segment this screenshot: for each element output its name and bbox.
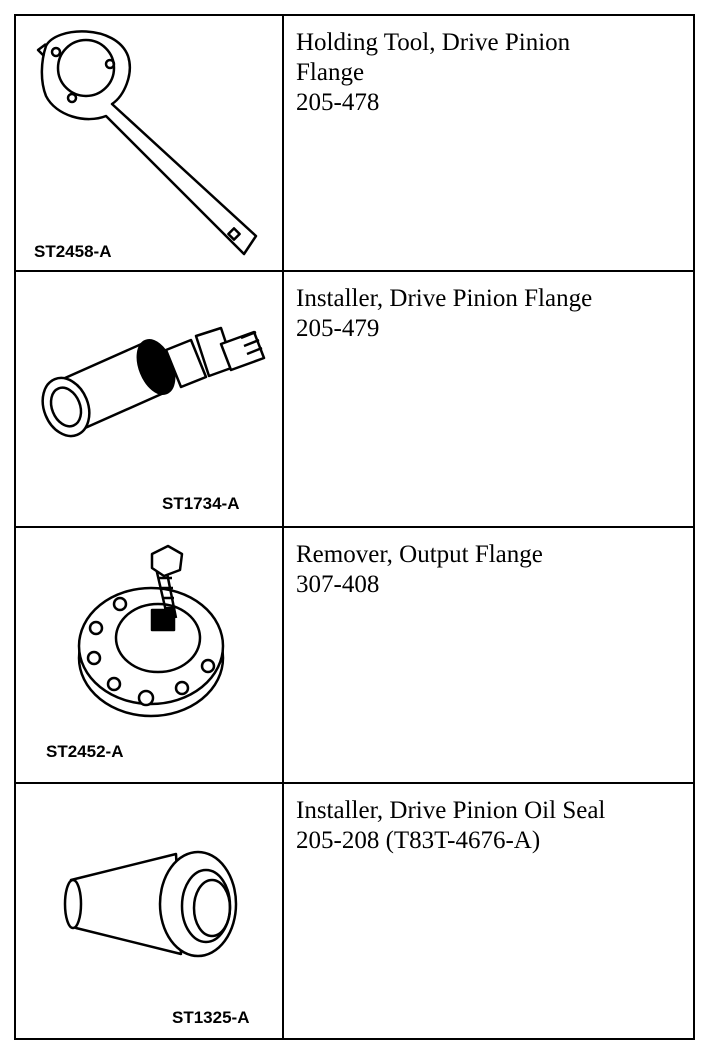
tool-description-cell bbox=[283, 15, 694, 271]
tool-image-cell bbox=[15, 783, 283, 1039]
table-row bbox=[15, 527, 694, 783]
special-tools-table bbox=[14, 14, 695, 1040]
table-row bbox=[15, 783, 694, 1039]
table-row bbox=[15, 271, 694, 527]
tool-description-line: Installer, Drive Pinion Flange bbox=[296, 285, 593, 312]
tool-code-label: ST1734-A bbox=[162, 494, 240, 513]
tool-description-line: Remover, Output Flange bbox=[296, 541, 543, 568]
tool-part-number: 205-208 (T83T-4676-A) bbox=[296, 827, 541, 854]
installer-seal-illustration bbox=[16, 784, 282, 1038]
tool-image-cell bbox=[15, 527, 283, 783]
tool-description-cell bbox=[283, 527, 694, 783]
tool-image-cell bbox=[15, 15, 283, 271]
tool-image-cell bbox=[15, 271, 283, 527]
tool-description-line: Holding Tool, Drive Pinion bbox=[296, 29, 571, 56]
tool-code-label: ST2458-A bbox=[34, 242, 112, 261]
tool-code-label: ST1325-A bbox=[172, 1008, 250, 1027]
tool-part-number: 205-478 bbox=[296, 89, 380, 116]
tool-description-line: Installer, Drive Pinion Oil Seal bbox=[296, 797, 606, 824]
tool-part-number: 205-479 bbox=[296, 315, 380, 342]
installer-flange-illustration bbox=[16, 272, 282, 526]
tool-description-cell bbox=[283, 783, 694, 1039]
holding-tool-illustration bbox=[16, 16, 282, 270]
tool-description-cell bbox=[283, 271, 694, 527]
tool-description-line: Flange bbox=[296, 59, 365, 86]
tool-code-label: ST2452-A bbox=[46, 742, 124, 761]
table-row bbox=[15, 15, 694, 271]
tool-part-number: 307-408 bbox=[296, 571, 380, 598]
